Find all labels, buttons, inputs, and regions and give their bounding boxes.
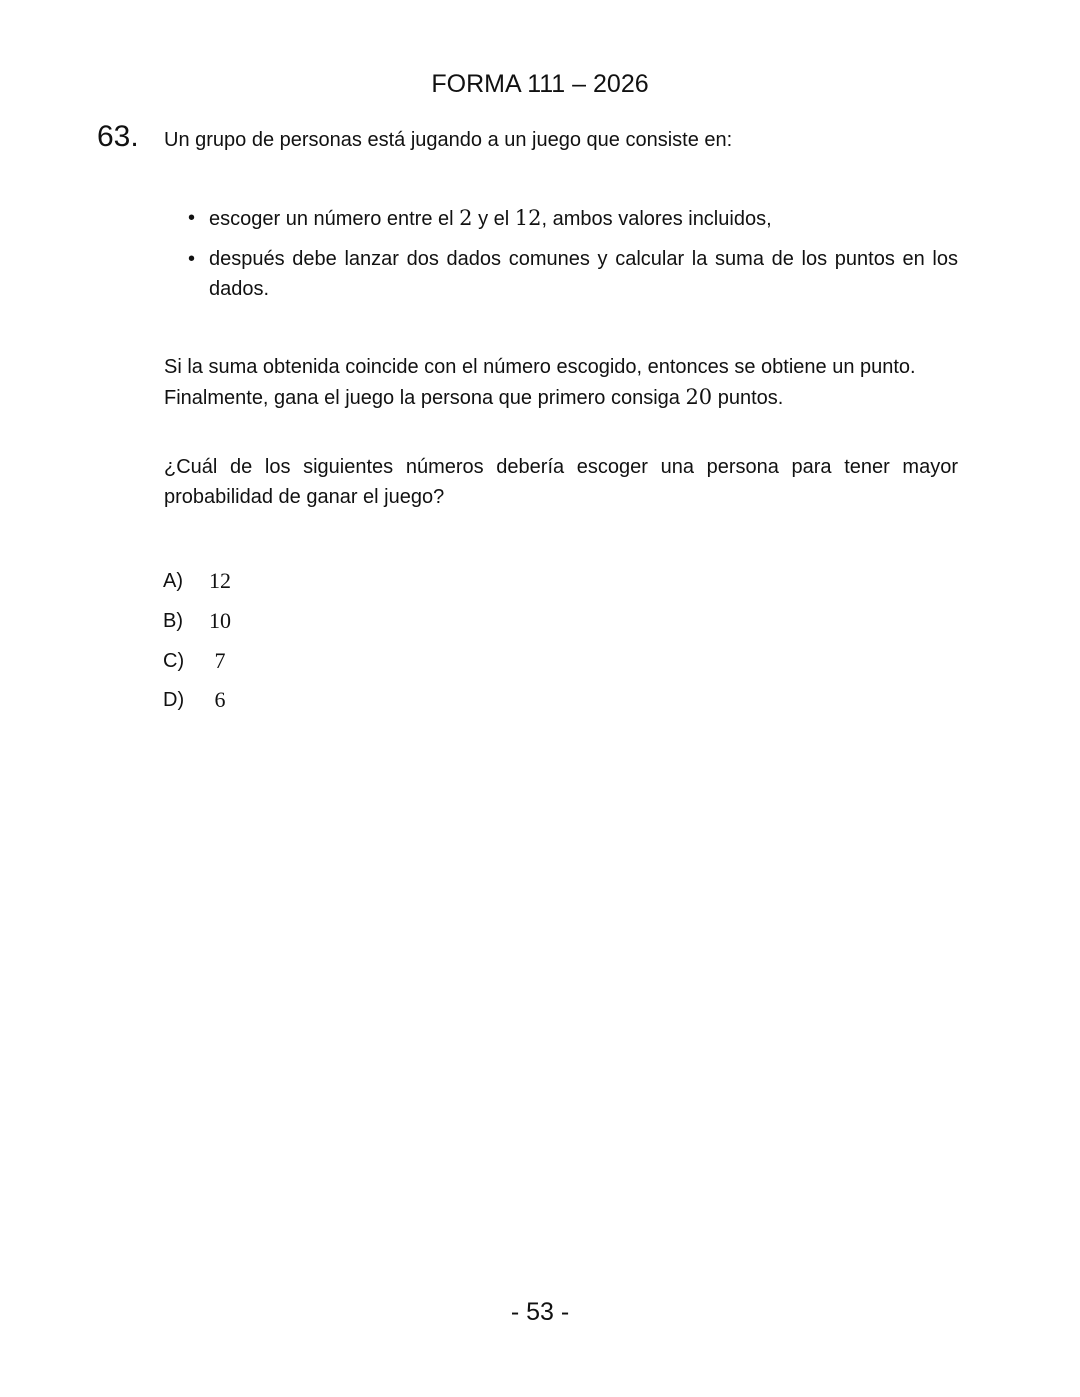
option-b[interactable] — [163, 608, 231, 633]
option-c[interactable] — [163, 648, 226, 673]
rule-text: , ambos valores incluidos, — [541, 208, 772, 230]
page-number: - 53 - — [510, 1298, 570, 1326]
option-value: 7 — [214, 648, 226, 673]
option-label: B) — [163, 610, 183, 632]
paragraph-rules — [164, 352, 958, 413]
option-label: A) — [163, 570, 183, 592]
option-label: D) — [163, 689, 185, 711]
option-a[interactable] — [163, 568, 231, 593]
question-prompt: ¿Cuál de los siguientes números debería escoger una persona para tener mayor probabilidad de ganar el juego? — [164, 456, 958, 508]
rule-text: y el — [472, 208, 515, 230]
rule-item — [188, 203, 958, 234]
option-value: 6 — [214, 687, 226, 712]
paragraph-line: Si la suma obtenida coincide con el número escogido, entonces se obtiene un punto. — [164, 356, 916, 378]
option-value: 10 — [209, 608, 231, 633]
math-number: 20 — [685, 385, 713, 409]
rule-item: • después debe lanzar dos dados comunes y calcular la suma de los puntos en los dados. — [188, 244, 958, 304]
page-header: FORMA 111 – 2026 — [431, 70, 649, 98]
question-number: 63. — [97, 120, 139, 153]
question-intro: Un grupo de personas está jugando a un juego que consiste en: — [164, 129, 733, 151]
rules-list — [188, 203, 958, 314]
paragraph-line: Finalmente, gana el juego la persona que primero consiga — [164, 387, 686, 409]
option-d[interactable] — [163, 687, 226, 712]
option-label: C) — [163, 650, 185, 672]
math-number: 2 — [459, 206, 473, 230]
rule-text: escoger un número entre el — [209, 208, 460, 230]
math-number: 12 — [514, 206, 542, 230]
option-value: 12 — [209, 568, 231, 593]
paragraph-line: puntos. — [712, 387, 784, 409]
